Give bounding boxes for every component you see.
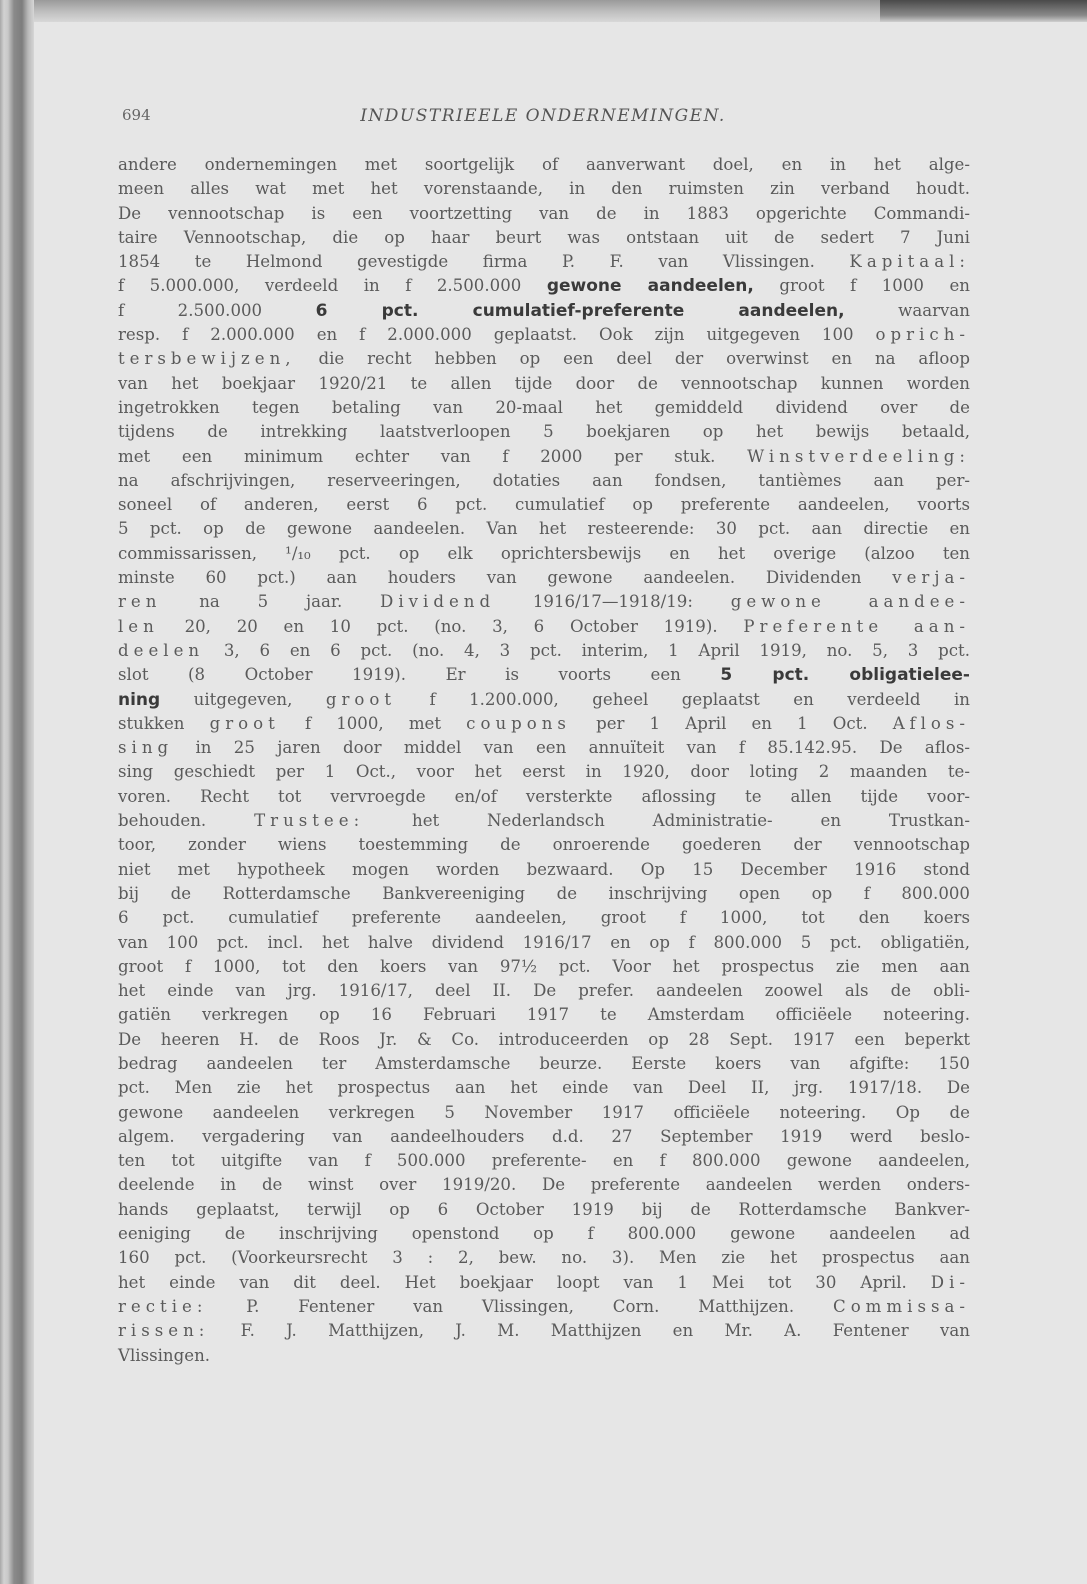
text-line: rectie: P. Fentener van Vlissingen, Corn. Matthijzen. Commissa- bbox=[118, 1296, 970, 1316]
text-line: f 2.500.000 6 pct. cumulatief-preferente aandeelen, waarvan bbox=[118, 300, 970, 321]
text-line: voren. Recht tot vervroegde en/of versterkte aflossing te allen tijde voor- bbox=[118, 786, 970, 806]
text-line: stukken groot f 1000, met coupons per 1 April en 1 Oct. Aflos- bbox=[118, 713, 971, 733]
spaced-emphasis: Aflos- bbox=[892, 713, 971, 733]
spaced-emphasis: len bbox=[118, 616, 159, 636]
text-line: gatiën verkregen op 16 Februari 1917 te Amsterdam officiëele noteering. bbox=[118, 1005, 970, 1025]
spaced-emphasis: rectie: bbox=[118, 1296, 208, 1316]
text-line: groot f 1000, tot den koers van 97½ pct. Voor het prospectus zie men aan bbox=[118, 956, 970, 976]
text-line: ingetrokken tegen betaling van 20-maal het gemiddeld dividend over de bbox=[118, 397, 970, 417]
text-line: van 100 pct. incl. het halve dividend 1916/17 en op f 800.000 5 pct. obligatiën, bbox=[118, 932, 970, 952]
spaced-emphasis: sing bbox=[118, 738, 174, 758]
text-line: commissarissen, ¹/₁₀ pct. op elk oprichtersbewijs en het overige (alzoo ten bbox=[118, 543, 970, 563]
text-line: De heeren H. de Roos Jr. & Co. introduceerden op 28 Sept. 1917 een beperkt bbox=[118, 1029, 970, 1049]
page-header bbox=[118, 106, 968, 130]
text-line: sing geschiedt per 1 Oct., voor het eerst in 1920, door loting 2 maanden te- bbox=[118, 762, 970, 782]
text-line: deelen 3, 6 en 6 pct. (no. 4, 3 pct. interim, 1 April 1919, no. 5, 3 pct. bbox=[118, 640, 970, 660]
text-line: andere ondernemingen met soortgelijk of aanverwant doel, en in het alge- bbox=[118, 155, 970, 174]
spaced-emphasis: groot bbox=[209, 713, 280, 733]
spaced-emphasis: groot bbox=[325, 689, 397, 709]
text-line: toor, zonder wiens toestemming de onroerende goederen der vennootschap bbox=[118, 835, 970, 855]
spaced-emphasis: coupons bbox=[466, 713, 571, 733]
text-line: slot (8 October 1919). Er is voorts een 5 pct. obligatielee- bbox=[118, 665, 970, 686]
text-line: soneel of anderen, eerst 6 pct. cumulatief op preferente aandeelen, voorts bbox=[118, 495, 970, 515]
text-line: ren na 5 jaar. Dividend 1916/17—1918/19: gewone aandee- bbox=[118, 592, 970, 612]
spaced-emphasis: Preferente aan- bbox=[743, 616, 970, 636]
spaced-emphasis: Winstverdeeling: bbox=[747, 446, 970, 466]
text-line: Vlissingen. bbox=[118, 1345, 211, 1365]
spaced-emphasis: Dividend bbox=[380, 592, 496, 612]
text-line: tijdens de intrekking laatstverloopen 5 boekjaren op het bewijs betaald, bbox=[118, 422, 970, 442]
spaced-emphasis: Di- bbox=[930, 1272, 970, 1292]
spaced-emphasis: Kapitaal: bbox=[849, 252, 970, 272]
spaced-emphasis: Trustee: bbox=[254, 811, 365, 831]
text-line: sing in 25 jaren door middel van een annuïteit van f 85.142.95. De aflos- bbox=[118, 738, 970, 758]
text-line: 1854 te Helmond gevestigde firma P. F. van Vlissingen. Kapitaal: bbox=[118, 252, 970, 272]
text-line: minste 60 pct.) aan houders van gewone aandeelen. Dividenden verja- bbox=[118, 568, 970, 588]
text-line: pct. Men zie het prospectus aan het einde van Deel II, jrg. 1917/18. De bbox=[118, 1078, 970, 1098]
text-line: meen alles wat met het vorenstaande, in den ruimsten zin verband houdt. bbox=[118, 179, 970, 199]
text-line: f 5.000.000, verdeeld in f 2.500.000 gewone aandeelen, groot f 1000 en bbox=[118, 276, 970, 297]
text-line: len 20, 20 en 10 pct. (no. 3, 6 October 1919). Preferente aan- bbox=[118, 616, 970, 636]
text-line: hands geplaatst, terwijl op 6 October 1919 bij de Rotterdamsche Bankver- bbox=[118, 1199, 970, 1219]
spaced-emphasis: oprich- bbox=[875, 325, 970, 345]
text-line: rissen: F. J. Matthijzen, J. M. Matthijzen en Mr. A. Fentener van bbox=[118, 1321, 970, 1341]
bold-emphasis: ning bbox=[118, 689, 161, 710]
text-line: 6 pct. cumulatief preferente aandeelen, groot f 1000, tot den koers bbox=[118, 908, 970, 928]
text-line: het einde van dit deel. Het boekjaar loopt van 1 Mei tot 30 April. Di- bbox=[118, 1272, 970, 1292]
text-line: De vennootschap is een voortzetting van de in 1883 opgerichte Commandi- bbox=[118, 203, 970, 223]
spaced-emphasis: rissen: bbox=[118, 1321, 210, 1341]
spaced-emphasis: gewone aandee- bbox=[730, 592, 970, 612]
text-line: eeniging de inschrijving openstond op f 800.000 gewone aandeelen ad bbox=[118, 1224, 970, 1244]
spaced-emphasis: Commissa- bbox=[833, 1296, 970, 1316]
text-line: 160 pct. (Voorkeursrecht 3 : 2, bew. no. 3). Men zie het prospectus aan bbox=[118, 1248, 970, 1268]
text-line: gewone aandeelen verkregen 5 November 1917 officiëele noteering. Op de bbox=[118, 1102, 970, 1122]
scan-top-shadow bbox=[880, 0, 1087, 22]
spaced-emphasis: tersbewijzen, bbox=[118, 349, 296, 369]
text-line: ten tot uitgifte van f 500.000 preferente- en f 800.000 gewone aandeelen, bbox=[118, 1151, 970, 1171]
text-line: tersbewijzen, die recht hebben op een deel der overwinst en na afloop bbox=[118, 349, 970, 369]
text-line: behouden. Trustee: het Nederlandsch Administratie- en Trustkan- bbox=[118, 811, 970, 831]
bold-emphasis: 5 pct. obligatielee- bbox=[720, 665, 970, 686]
text-line: ning uitgegeven, groot f 1.200.000, geheel geplaatst en verdeeld in bbox=[118, 689, 970, 710]
bold-emphasis: gewone aandeelen, bbox=[546, 276, 754, 297]
book-binding-edge bbox=[0, 0, 34, 1584]
text-line: taire Vennootschap, die op haar beurt was ontstaan uit de sedert 7 Juni bbox=[118, 227, 970, 247]
spaced-emphasis: ren bbox=[118, 592, 162, 612]
running-title: INDUSTRIEELE ONDERNEMINGEN. bbox=[360, 106, 726, 126]
text-line: na afschrijvingen, reserveeringen, dotaties aan fondsen, tantièmes aan per- bbox=[118, 470, 970, 490]
text-line: algem. vergadering van aandeelhouders d.d. 27 September 1919 werd beslo- bbox=[118, 1126, 970, 1146]
body-paragraph bbox=[118, 153, 970, 1368]
text-line: van het boekjaar 1920/21 te allen tijde door de vennootschap kunnen worden bbox=[118, 373, 970, 393]
text-line: niet met hypotheek mogen worden bezwaard. Op 15 December 1916 stond bbox=[118, 859, 970, 879]
text-line: bij de Rotterdamsche Bankvereeniging de inschrijving open op f 800.000 bbox=[118, 883, 970, 903]
text-line: bedrag aandeelen ter Amsterdamsche beurze. Eerste koers van afgifte: 150 bbox=[118, 1053, 970, 1073]
spaced-emphasis: verja- bbox=[892, 568, 970, 588]
text-line: deelende in de winst over 1919/20. De preferente aandeelen werden onders- bbox=[118, 1175, 970, 1195]
page-number: 694 bbox=[122, 106, 151, 124]
text-line: resp. f 2.000.000 en f 2.000.000 geplaatst. Ook zijn uitgegeven 100 oprich- bbox=[118, 325, 970, 345]
text-line: het einde van jrg. 1916/17, deel II. De prefer. aandeelen zoowel als de obli- bbox=[118, 981, 970, 1001]
text-line: met een minimum echter van f 2000 per stuk. Winstverdeeling: bbox=[118, 446, 970, 466]
spaced-emphasis: deelen bbox=[118, 640, 205, 660]
text-line: 5 pct. op de gewone aandeelen. Van het resteerende: 30 pct. aan directie en bbox=[118, 519, 970, 539]
bold-emphasis: 6 pct. cumulatief-preferente aandeelen, bbox=[315, 300, 845, 321]
